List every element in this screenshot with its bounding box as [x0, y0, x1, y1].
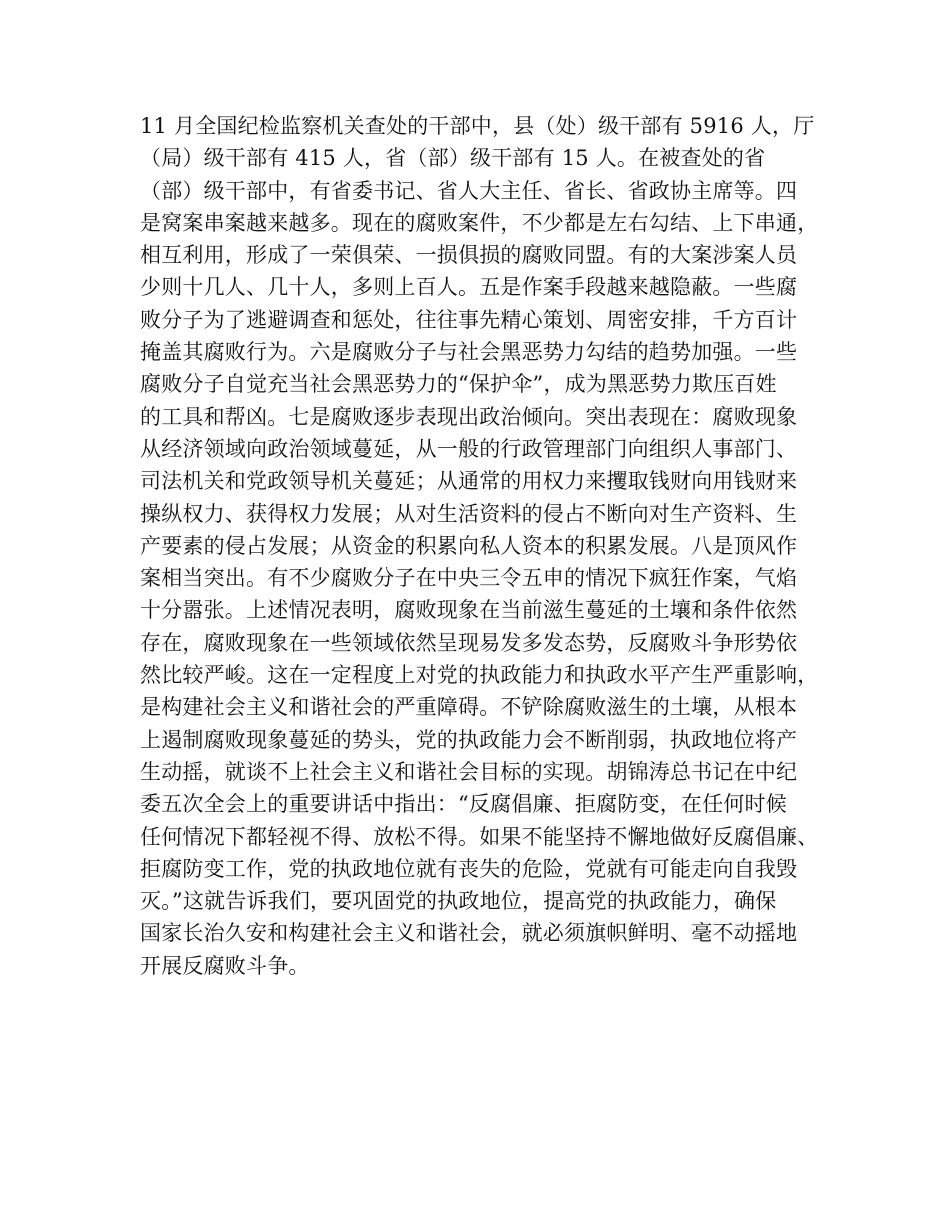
- text-line: 11 月全国纪检监察机关查处的干部中，县（处）级干部有 5916 人，厅: [140, 114, 815, 138]
- text-line: 相互利用，形成了一荣俱荣、一损俱损的腐败同盟。有的大案涉案人员: [140, 243, 798, 268]
- text-line: 操纵权力、获得权力发展；从对生活资料的侵占不断向对生产资料、生: [140, 501, 798, 526]
- text-line: 十分嚣张。上述情况表明，腐败现象在当前滋生蔓延的土壤和条件依然: [140, 598, 798, 623]
- text-line: 国家长治久安和构建社会主义和谐社会，就必须旗帜鲜明、毫不动摇地: [140, 921, 798, 946]
- text-line: 腐败分子自觉充当社会黑恶势力的“保护伞”，成为黑恶势力欺压百姓: [140, 372, 777, 397]
- text-line: 开展反腐败斗争。: [140, 953, 310, 978]
- text-line: 产要素的侵占发展；从资金的积累向私人资本的积累发展。八是顶风作: [140, 533, 798, 558]
- text-line: 是窝案串案越来越多。现在的腐败案件，不少都是左右勾结、上下串通，: [140, 210, 819, 235]
- text-line: 拒腐防变工作，党的执政地位就有丧失的危险，党就有可能走向自我毁: [140, 856, 798, 881]
- text-line: 是构建社会主义和谐社会的严重障碍。不铲除腐败滋生的土壤，从根本: [140, 695, 798, 720]
- text-line: 从经济领域向政治领域蔓延，从一般的行政管理部门向组织人事部门、: [140, 436, 798, 461]
- text-line: 司法机关和党政领导机关蔓延；从通常的用权力来攫取钱财向用钱财来: [140, 469, 798, 494]
- text-line: 上遏制腐败现象蔓延的势头，党的执政能力会不断削弱，执政地位将产: [140, 727, 798, 752]
- text-line: 然比较严峻。这在一定程度上对党的执政能力和执政水平产生严重影响，: [140, 663, 819, 688]
- text-line: 案相当突出。有不少腐败分子在中央三令五申的情况下疯狂作案，气焰: [140, 566, 798, 591]
- text-line: 生动摇，就谈不上社会主义和谐社会目标的实现。胡锦涛总书记在中纪: [140, 759, 798, 784]
- text-line: 少则十几人、几十人，多则上百人。五是作案手段越来越隐蔽。一些腐: [140, 275, 798, 300]
- text-line: 存在，腐败现象在一些领域依然呈现易发多发态势，反腐败斗争形势依: [140, 630, 798, 655]
- text-line: 任何情况下都轻视不得、放松不得。如果不能坚持不懈地做好反腐倡廉、: [140, 824, 819, 849]
- text-line: 委五次全会上的重要讲话中指出：“反腐倡廉、拒腐防变，在任何时候: [140, 792, 787, 817]
- text-line: 败分子为了逃避调查和惩处，往往事先精心策划、周密安排，千方百计: [140, 307, 798, 332]
- text-line: （部）级干部中，有省委书记、省人大主任、省长、省政协主席等。四: [140, 178, 798, 203]
- text-line: （局）级干部有 415 人，省（部）级干部有 15 人。在被查处的省: [140, 146, 766, 171]
- text-line: 掩盖其腐败行为。六是腐败分子与社会黑恶势力勾结的趋势加强。一些: [140, 340, 798, 365]
- body-text: [140, 110, 830, 982]
- text-line: 灭。”这就告诉我们，要巩固党的执政地位，提高党的执政能力，确保: [140, 889, 777, 914]
- text-line: 的工具和帮凶。七是腐败逐步表现出政治倾向。突出表现在：腐败现象: [140, 404, 798, 429]
